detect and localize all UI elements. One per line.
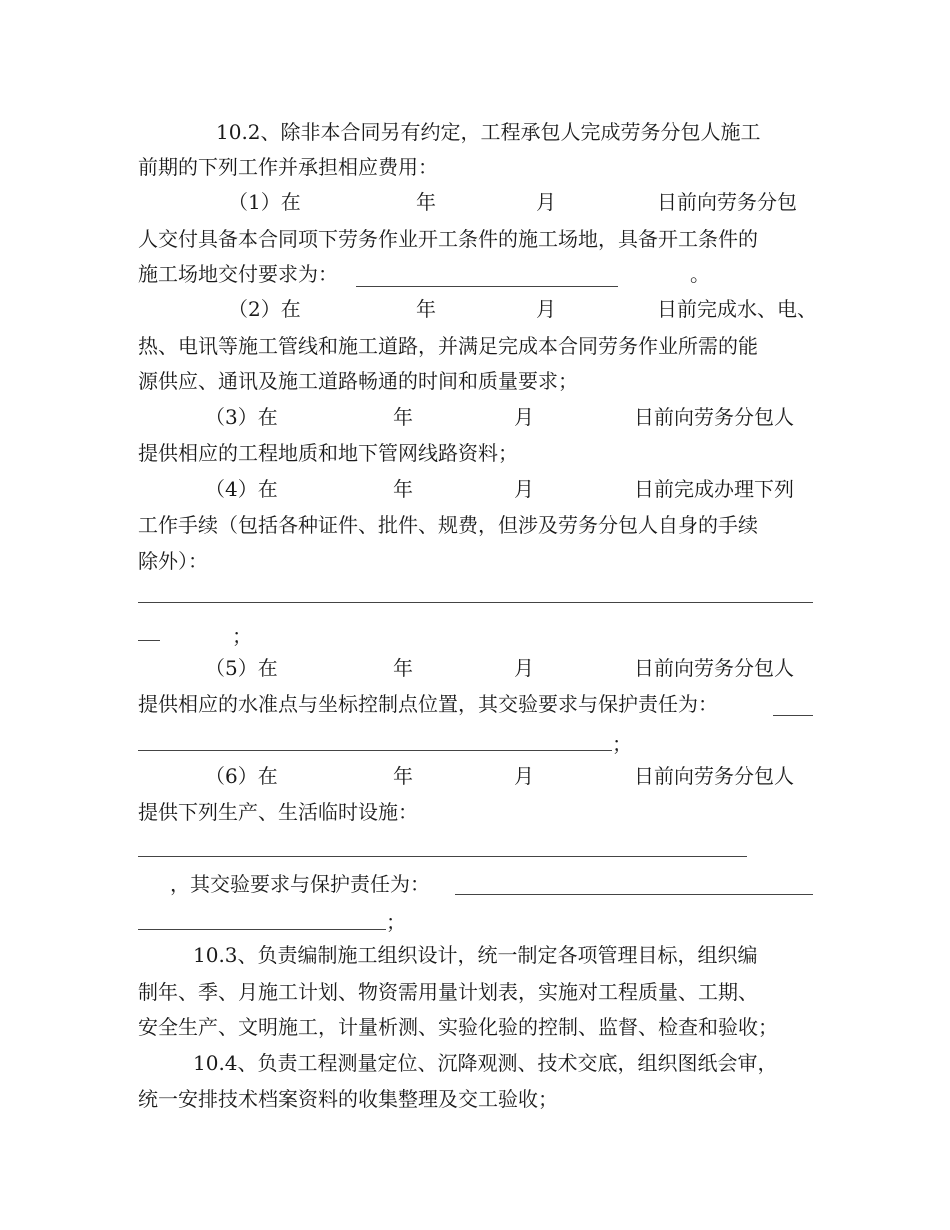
item-1-tail: 日前向劳务分包 — [657, 190, 797, 214]
clause-10-3-line-2: 制年、季、月施工计划、物资需用量计划表，实施对工程质量、工期、 — [138, 980, 758, 1004]
item-5-line-2: 提供相应的水准点与坐标控制点位置，其交验要求与保护责任为： — [138, 692, 718, 716]
item-6-line-2: 提供下列生产、生活临时设施： — [138, 800, 418, 824]
fill-in-blank[interactable] — [455, 894, 813, 895]
fill-in-blank[interactable] — [138, 856, 747, 857]
item-6-end: ； — [386, 910, 406, 934]
item-1-month: 月 — [536, 190, 556, 214]
clause-10-2-line-2: 前期的下列工作并承担相应费用： — [138, 155, 438, 179]
item-4-number: （4）在 — [205, 477, 278, 501]
item-4-line-3: 除外）： — [138, 549, 208, 573]
item-4-month: 月 — [514, 477, 534, 501]
clause-10-2-line-1: 10.2、除非本合同另有约定，工程承包人完成劳务分包人施工 — [216, 120, 761, 144]
fill-in-blank[interactable] — [138, 602, 813, 603]
item-1-line-2: 人交付具备本合同项下劳务作业开工条件的施工场地，具备开工条件的 — [138, 227, 758, 251]
fill-in-blank[interactable] — [138, 750, 612, 751]
item-2-number: （2）在 — [228, 297, 301, 321]
item-5-month: 月 — [514, 656, 534, 680]
fill-in-blank[interactable] — [773, 715, 813, 716]
item-6-line-4: ，其交验要求与保护责任为： — [170, 872, 430, 896]
item-6-year: 年 — [393, 764, 413, 788]
item-1-number: （1）在 — [228, 190, 301, 214]
item-3-number: （3）在 — [205, 405, 278, 429]
clause-10-4-line-1: 10.4、负责工程测量定位、沉降观测、技术交底，组织图纸会审， — [193, 1051, 778, 1075]
item-6-tail: 日前向劳务分包人 — [634, 764, 794, 788]
item-6-month: 月 — [514, 764, 534, 788]
item-5-tail: 日前向劳务分包人 — [634, 656, 794, 680]
item-1-year: 年 — [416, 190, 436, 214]
item-3-line-2: 提供相应的工程地质和地下管网线路资料； — [138, 441, 518, 465]
fill-in-blank[interactable] — [138, 929, 386, 930]
clause-10-4-line-2: 统一安排技术档案资料的收集整理及交工验收； — [138, 1087, 558, 1111]
item-4-line-2: 工作手续（包括各种证件、批件、规费，但涉及劳务分包人自身的手续 — [138, 513, 758, 537]
item-2-tail: 日前完成水、电、 — [657, 297, 817, 321]
item-2-year: 年 — [416, 297, 436, 321]
item-6-number: （6）在 — [205, 764, 278, 788]
item-3-tail: 日前向劳务分包人 — [634, 405, 794, 429]
item-2-month: 月 — [536, 297, 556, 321]
item-2-line-3: 源供应、通讯及施工道路畅通的时间和质量要求； — [138, 369, 578, 393]
fill-in-blank[interactable] — [138, 640, 160, 641]
item-1-line-3: 施工场地交付要求为： — [138, 262, 338, 286]
item-3-month: 月 — [514, 405, 534, 429]
item-4-tail: 日前完成办理下列 — [634, 477, 794, 501]
item-5-end: ； — [612, 732, 632, 756]
item-2-line-2: 热、电讯等施工管线和施工道路，并满足完成本合同劳务作业所需的能 — [138, 334, 758, 358]
item-1-line-3-end: 。 — [690, 262, 710, 286]
fill-in-blank[interactable] — [356, 286, 618, 287]
item-3-year: 年 — [393, 405, 413, 429]
item-5-number: （5）在 — [205, 656, 278, 680]
item-4-end: ； — [232, 624, 252, 648]
clause-10-3-line-1: 10.3、负责编制施工组织设计，统一制定各项管理目标，组织编 — [193, 943, 758, 967]
item-5-year: 年 — [393, 656, 413, 680]
item-4-year: 年 — [393, 477, 413, 501]
clause-10-3-line-3: 安全生产、文明施工，计量析测、实验化验的控制、监督、检查和验收； — [138, 1015, 778, 1039]
